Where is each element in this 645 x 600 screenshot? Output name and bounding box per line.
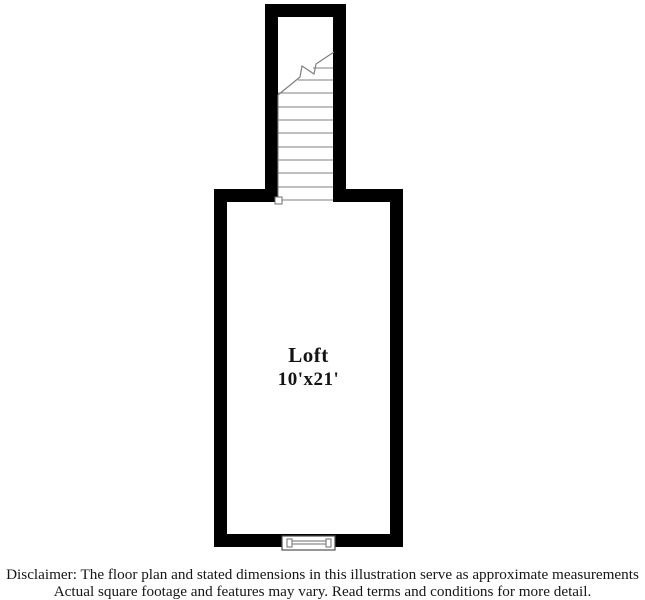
window-end-tick [287,539,292,547]
disclaimer [0,566,645,600]
disclaimer-line-2: Actual square footage and features may vary. Read terms and conditions for more detail. [53,583,592,600]
room-dimensions: 10'x21' [277,369,340,390]
stair-newel-post [275,197,282,204]
room-right-wall [390,189,403,547]
stair-break-line [278,52,334,95]
staircase [275,52,334,204]
stairwell-right-wall [333,4,346,202]
stairwell-left-wall [265,4,278,202]
walls [214,4,403,547]
window [282,536,335,550]
disclaimer-line-1: Disclaimer: The floor plan and stated dimensions in this illustration serve as approximate measurements [6,566,639,583]
room-left-wall [214,189,227,547]
room-name: Loft [288,343,329,367]
window-end-tick [326,539,331,547]
